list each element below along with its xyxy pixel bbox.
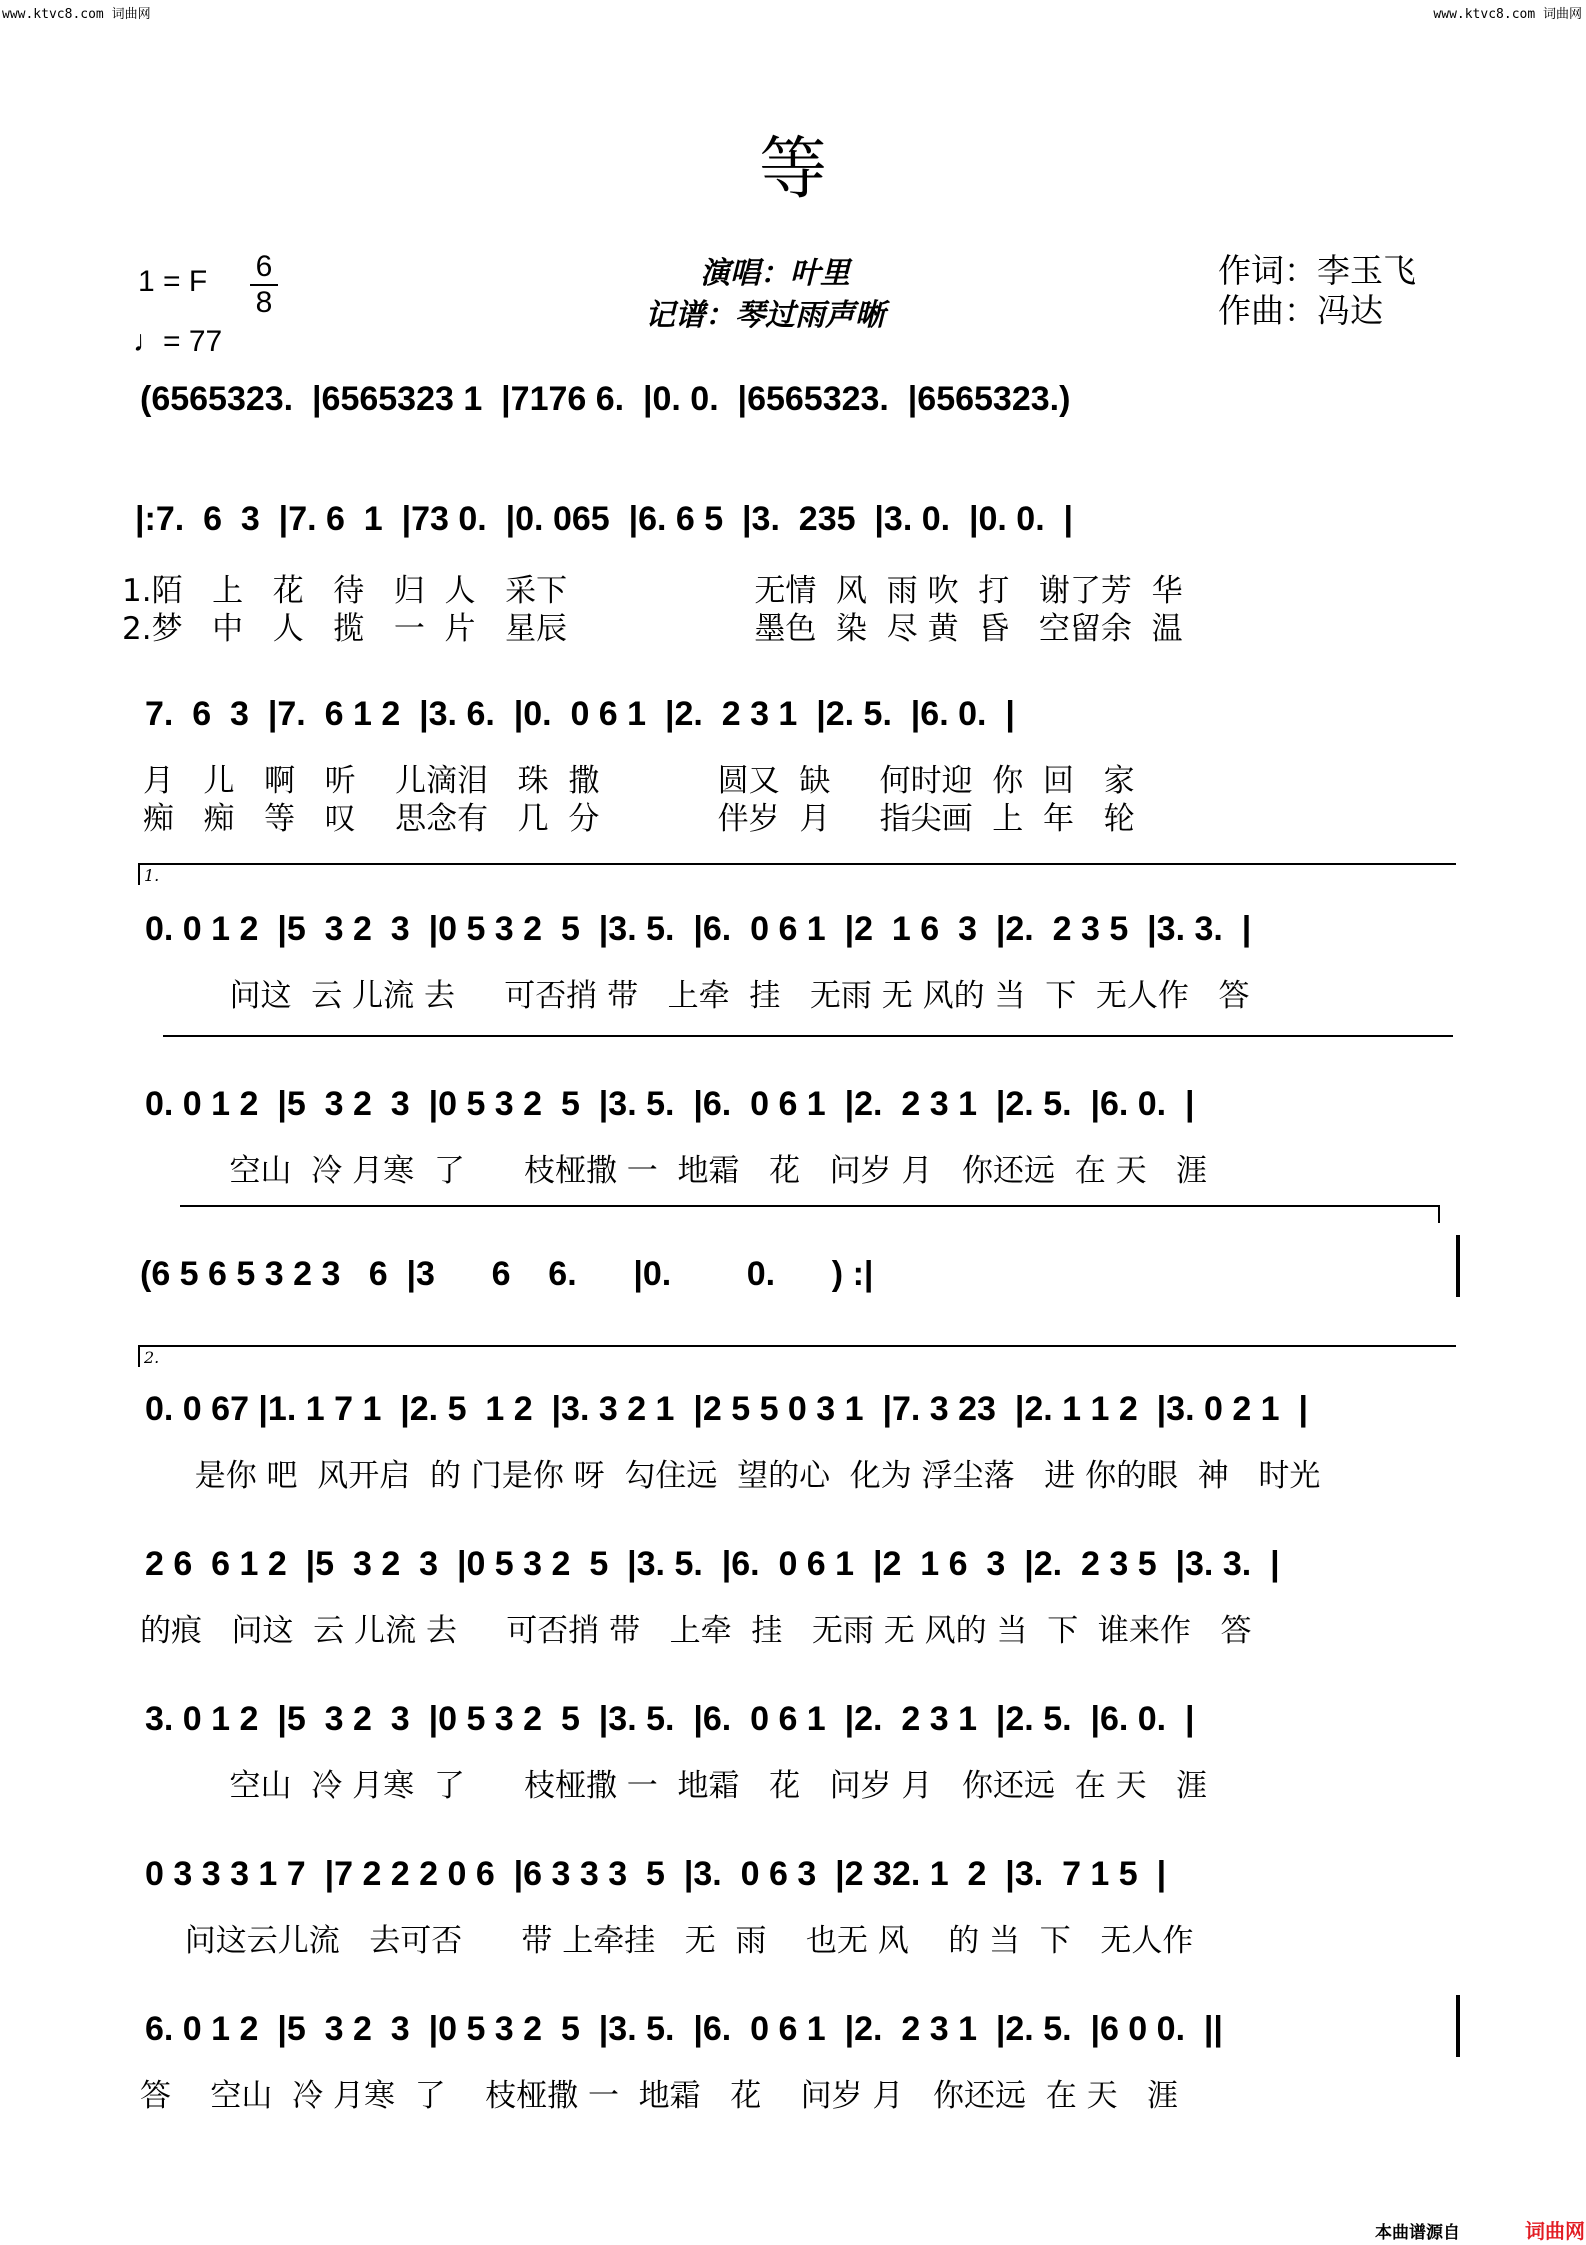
row-4-notes: 0. 0 1 2 |5 3 2 3 |0 5 3 2 5 |3. 5. |6. 0 6 1 |2. 2 3 1 |2. 5. |6. 0. | <box>145 1085 1195 1123</box>
row-7-notes: 2 6 6 1 2 |5 3 2 3 |0 5 3 2 5 |3. 5. |6. 0 6 1 |2 1 6 3 |2. 2 3 5 |3. 3. | <box>145 1545 1280 1583</box>
watermark-left: www.ktvc8.com 词曲网 <box>2 7 151 22</box>
row-1-notes: |:7. 6 3 |7. 6 1 |73 0. |0. 065 |6. 6 5 |3. 235 |3. 0. |0. 0. | <box>135 500 1074 538</box>
volta-1-bracket <box>138 863 1456 865</box>
volta-2-bracket <box>138 1345 1456 1347</box>
row-3-lyrics: 问这 云 儿流 去 可否捎 带 上牵 挂 无雨 无 风的 当 下 无人作 答 <box>200 978 1250 1014</box>
section-divider-2 <box>180 1205 1440 1207</box>
volta-1-label: 1. <box>144 866 160 885</box>
volta-1-hook <box>138 863 140 885</box>
song-title: 等 <box>758 130 827 209</box>
composer-credit: 作曲：冯达 <box>1218 291 1383 330</box>
lyricist-credit: 作词：李玉飞 <box>1218 251 1416 290</box>
row-2-notes: 7. 6 3 |7. 6 1 2 |3. 6. |0. 0 6 1 |2. 2 3 1 |2. 5. |6. 0. | <box>145 695 1015 733</box>
volta-2-hook <box>138 1345 140 1367</box>
row-6-notes: 0. 0 67 |1. 1 7 1 |2. 5 1 2 |3. 3 2 1 |2 5 5 0 3 1 |7. 3 23 |2. 1 1 2 |3. 0 2 1 | <box>145 1390 1308 1428</box>
final-barline <box>1456 1995 1460 2057</box>
time-sig-top: 6 <box>255 250 273 283</box>
time-signature <box>250 250 278 320</box>
footer-source-text: 本曲谱源自 <box>1375 2223 1460 2243</box>
transcriber-credit: 记谱：琴过雨声晰 <box>645 298 885 333</box>
section-divider-1 <box>163 1035 1453 1037</box>
row-4-lyrics: 空山 冷 月寒 了 枝桠撒 一 地霜 花 问岁 月 你还远 在 天 涯 <box>200 1153 1208 1189</box>
row-3-notes: 0. 0 1 2 |5 3 2 3 |0 5 3 2 5 |3. 5. |6. 0 6 1 |2 1 6 3 |2. 2 3 5 |3. 3. | <box>145 910 1252 948</box>
tempo-value: = 77 <box>163 325 223 358</box>
row-8-lyrics: 空山 冷 月寒 了 枝桠撒 一 地霜 花 问岁 月 你还远 在 天 涯 <box>200 1768 1208 1804</box>
singer-credit: 演唱：叶里 <box>700 256 850 291</box>
key-signature: 1 = F <box>138 265 208 298</box>
row-1-lyrics-verse1: 1.陌 上 花 待 归 人 采下 无情 风 雨 吹 打 谢了芳 华 <box>122 573 1183 609</box>
row-7-lyrics: 的痕 问这 云 儿流 去 可否捎 带 上牵 挂 无雨 无 风的 当 下 谁来作 答 <box>140 1613 1252 1649</box>
row-6-lyrics: 是你 吧 风开启 的 门是你 呀 勾住远 望的心 化为 浮尘落 进 你的眼 神 时光 <box>175 1458 1321 1494</box>
row-2-lyrics-verse2: 痴 痴 等 叹 思念有 几 分 伴岁 月 指尖画 上 年 轮 <box>143 801 1135 837</box>
site-logo[interactable]: 词曲网 <box>1525 2219 1585 2243</box>
row-10-lyrics: 答 空山 冷 月寒 了 枝桠撒 一 地霜 花 问岁 月 你还远 在 天 涯 <box>140 2078 1179 2114</box>
interlude-notes: (6 5 6 5 3 2 3 6 |3 6 6. |0. 0. ) :| <box>140 1255 874 1293</box>
row-8-notes: 3. 0 1 2 |5 3 2 3 |0 5 3 2 5 |3. 5. |6. 0 6 1 |2. 2 3 1 |2. 5. |6. 0. | <box>145 1700 1195 1738</box>
row-9-notes: 0 3 3 3 1 7 |7 2 2 2 0 6 |6 3 3 3 5 |3. 0 6 3 |2 32. 1 2 |3. 7 1 5 | <box>145 1855 1167 1893</box>
row-1-lyrics-verse2: 2.梦 中 人 揽 一 片 星辰 墨色 染 尽 黄 昏 空留余 温 <box>122 611 1183 647</box>
watermark-right: www.ktvc8.com 词曲网 <box>1433 7 1582 22</box>
row-9-lyrics: 问这云儿流 去可否 带 上牵挂 无 雨 也无 风 的 当 下 无人作 <box>165 1923 1194 1959</box>
quarter-note-icon: ♩ <box>133 325 163 358</box>
repeat-end-barline <box>1456 1235 1460 1297</box>
tempo-marking <box>133 325 222 359</box>
intro-notes: (6565323. |6565323 1 |7176 6. |0. 0. |6565323. |6565323.) <box>140 380 1071 418</box>
volta-2-label: 2. <box>144 1348 160 1367</box>
row-10-notes: 6. 0 1 2 |5 3 2 3 |0 5 3 2 5 |3. 5. |6. 0 6 1 |2. 2 3 1 |2. 5. |6 0 0. || <box>145 2010 1223 2048</box>
time-sig-bottom: 8 <box>250 284 278 320</box>
section-divider-2-hook <box>1438 1205 1440 1223</box>
row-2-lyrics-verse1: 月 儿 啊 听 儿滴泪 珠 撒 圆又 缺 何时迎 你 回 家 <box>143 763 1135 799</box>
